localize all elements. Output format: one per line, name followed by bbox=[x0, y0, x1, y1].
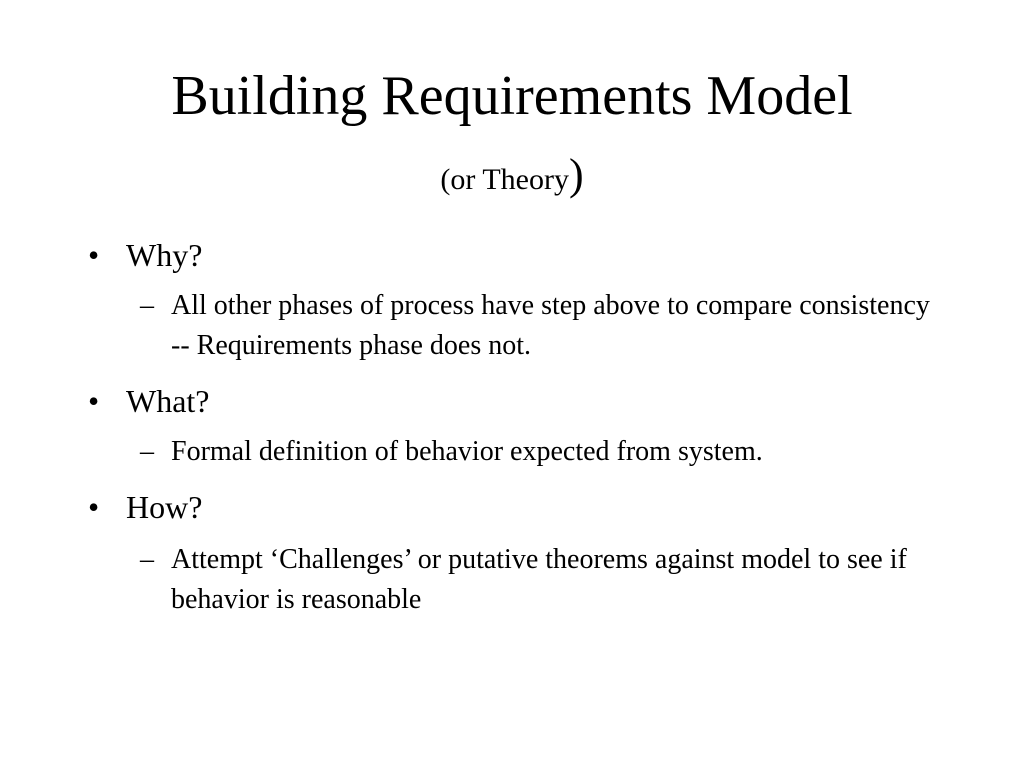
subtitle-close-paren: ) bbox=[568, 150, 584, 199]
sub-bullet-text: All other phases of process have step above to compare consistency -- Requirements phase does not. bbox=[171, 290, 930, 361]
bullet-heading: What? bbox=[126, 383, 210, 419]
bullet-item-why bbox=[88, 236, 202, 274]
sub-bullet-why bbox=[140, 286, 940, 366]
bullet-marker: • bbox=[88, 489, 100, 525]
dash-marker: – bbox=[140, 290, 154, 321]
bullet-marker: • bbox=[88, 383, 100, 419]
sub-bullet-text: Attempt ‘Challenges’ or putative theorems against model to see if behavior is reasonable bbox=[171, 544, 907, 615]
subtitle-text: or Theory bbox=[450, 163, 569, 196]
slide-title: Building Requirements Model bbox=[171, 65, 853, 127]
bullet-marker: • bbox=[88, 237, 100, 273]
dash-marker: – bbox=[140, 544, 154, 575]
sub-bullet-text: Formal definition of behavior expected from system. bbox=[171, 436, 763, 467]
bullet-item-how bbox=[88, 488, 202, 526]
bullet-heading: How? bbox=[126, 489, 203, 525]
bullet-heading: Why? bbox=[126, 237, 203, 273]
subtitle-open-paren: ( bbox=[440, 163, 451, 196]
sub-bullet-what bbox=[140, 432, 940, 472]
sub-bullet-how bbox=[140, 540, 940, 620]
dash-marker: – bbox=[140, 436, 154, 467]
bullet-item-what bbox=[88, 382, 210, 420]
